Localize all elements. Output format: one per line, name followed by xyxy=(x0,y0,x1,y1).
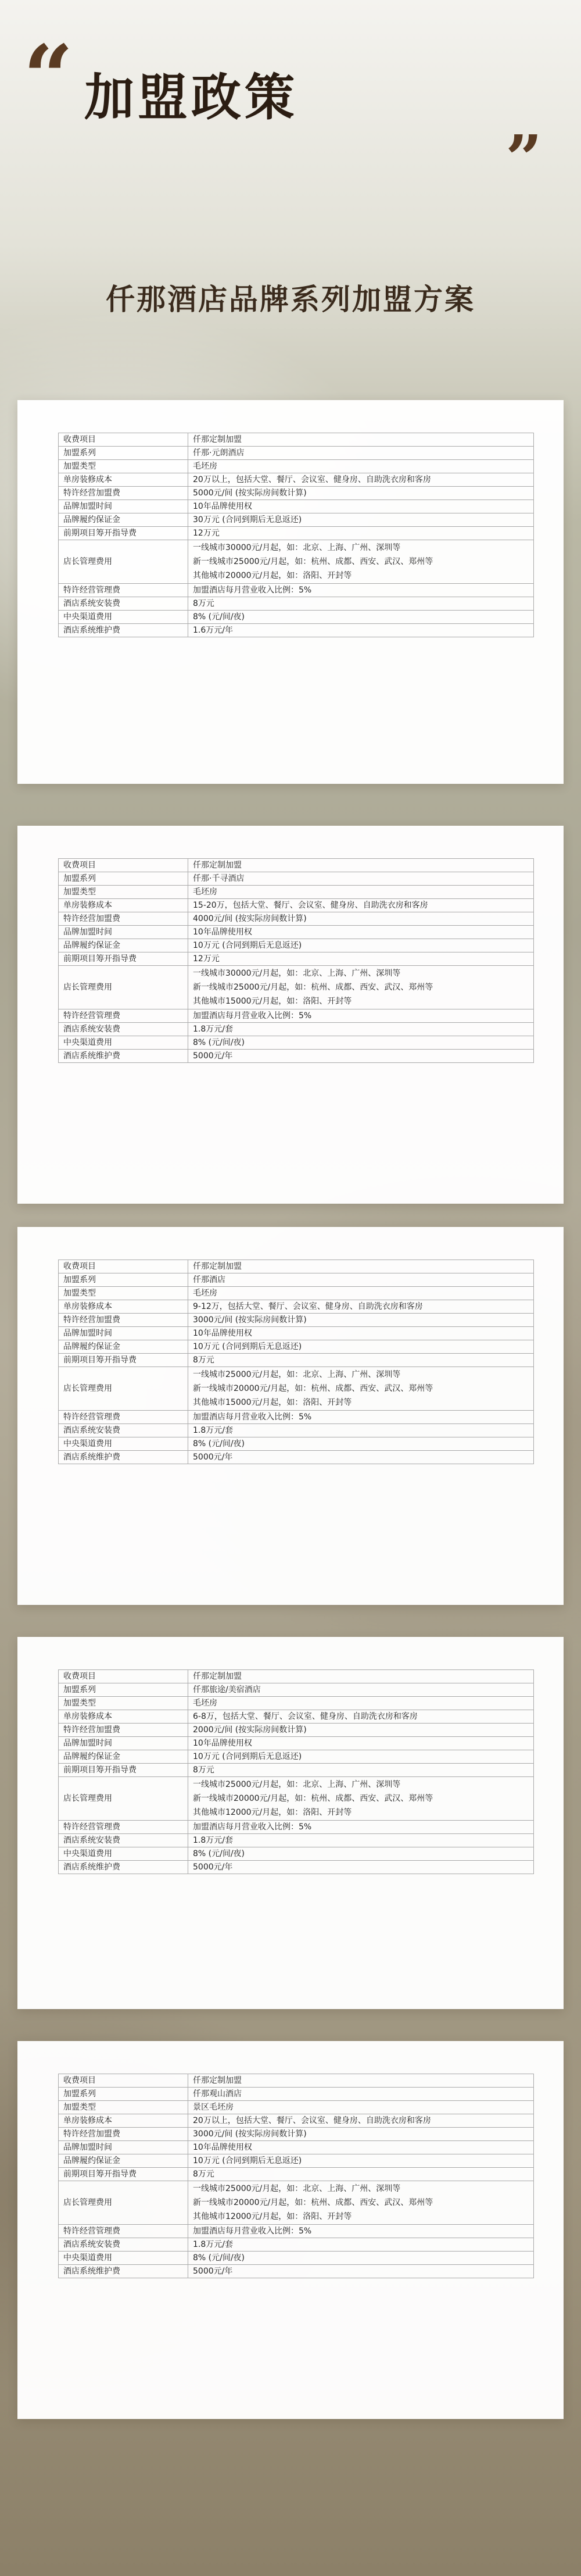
fee-item-label: 店长管理费用 xyxy=(59,1367,188,1411)
fee-item-value: 1.6万元/年 xyxy=(188,624,534,637)
plan-table xyxy=(58,1260,534,1464)
table-row xyxy=(59,1710,534,1724)
fee-value-line: 一线城市30000元/月起，如：北京、上海、广州、深圳等 xyxy=(193,969,401,978)
table-row xyxy=(59,1821,534,1834)
fee-item-value: 仟那·元朗酒店 xyxy=(188,447,534,460)
table-row xyxy=(59,1777,534,1821)
table-row xyxy=(59,886,534,899)
fee-item-value: 加盟酒店每月营业收入比例：5% xyxy=(188,1411,534,1424)
table-row xyxy=(59,1314,534,1327)
fee-item-value: 仟那酒店 xyxy=(188,1273,534,1287)
fee-item-value: 8% (元/间/夜) xyxy=(188,611,534,624)
fee-item-label: 特许经营加盟费 xyxy=(59,2128,188,2141)
page-header xyxy=(0,0,581,196)
table-row xyxy=(59,1009,534,1023)
fee-item-label: 单房装修成本 xyxy=(59,473,188,487)
fee-item-value-multiline xyxy=(188,2181,534,2225)
fee-item-label: 酒店系统维护费 xyxy=(59,2265,188,2278)
fee-item-label: 酒店系统维护费 xyxy=(59,1861,188,1874)
fee-item-value: 20万以上，包括大堂、餐厅、会议室、健身房、自助洗衣房和客房 xyxy=(188,2114,534,2128)
table-row xyxy=(59,912,534,926)
fee-item-label: 品牌加盟时间 xyxy=(59,500,188,513)
fee-item-value: 1.8万元/套 xyxy=(188,1023,534,1036)
fee-value-line: 其他城市20000元/月起，如：洛阳、开封等 xyxy=(193,571,352,580)
fee-item-label: 特许经营管理费 xyxy=(59,584,188,597)
table-row xyxy=(59,2265,534,2278)
fee-item-label: 品牌履约保证金 xyxy=(59,939,188,952)
table-row xyxy=(59,2154,534,2168)
fee-item-label: 品牌加盟时间 xyxy=(59,2141,188,2154)
fee-item-label: 特许经营管理费 xyxy=(59,2225,188,2238)
table-row xyxy=(59,447,534,460)
table-row xyxy=(59,460,534,473)
table-row xyxy=(59,1737,534,1750)
fee-value-line: 其他城市12000元/月起，如：洛阳、开封等 xyxy=(193,2212,352,2221)
plan-table xyxy=(58,1669,534,1874)
fee-item-value: 12万元 xyxy=(188,952,534,966)
fee-item-label: 品牌履约保证金 xyxy=(59,513,188,527)
table-row xyxy=(59,527,534,540)
fee-item-label: 特许经营加盟费 xyxy=(59,487,188,500)
fee-item-label: 加盟系列 xyxy=(59,1273,188,1287)
fee-item-value: 15-20万，包括大堂、餐厅、会议室、健身房、自助洗衣房和客房 xyxy=(188,899,534,912)
fee-item-label: 特许经营管理费 xyxy=(59,1009,188,1023)
table-row xyxy=(59,611,534,624)
fee-item-label: 加盟类型 xyxy=(59,2101,188,2114)
fee-item-label: 酒店系统安装费 xyxy=(59,597,188,611)
table-row xyxy=(59,2101,534,2114)
fee-item-label: 中央渠道费用 xyxy=(59,1437,188,1451)
fee-item-label: 中央渠道费用 xyxy=(59,611,188,624)
fee-value-line: 其他城市15000元/月起，如：洛阳、开封等 xyxy=(193,997,352,1006)
fee-item-value: 10万元 (合同到期后无息返还) xyxy=(188,1340,534,1354)
fee-item-value: 5000元/年 xyxy=(188,1050,534,1063)
fee-item-value: 20万以上，包括大堂、餐厅、会议室、健身房、自助洗衣房和客房 xyxy=(188,473,534,487)
fee-item-label: 酒店系统维护费 xyxy=(59,624,188,637)
fee-item-value: 8% (元/间/夜) xyxy=(188,1437,534,1451)
fee-item-value: 8% (元/间/夜) xyxy=(188,1036,534,1050)
table-row xyxy=(59,1050,534,1063)
fee-item-value: 10年品牌使用权 xyxy=(188,2141,534,2154)
table-row xyxy=(59,859,534,872)
fee-item-label: 单房装修成本 xyxy=(59,1710,188,1724)
fee-item-value: 5000元/年 xyxy=(188,2265,534,2278)
fee-item-value: 30万元 (合同到期后无息返还) xyxy=(188,513,534,527)
fee-item-value: 12万元 xyxy=(188,527,534,540)
fee-item-label: 店长管理费用 xyxy=(59,966,188,1009)
quote-close-mark: ” xyxy=(505,121,536,196)
fee-item-value: 10年品牌使用权 xyxy=(188,1327,534,1340)
fee-item-value: 加盟酒店每月营业收入比例：5% xyxy=(188,584,534,597)
fee-item-label: 店长管理费用 xyxy=(59,540,188,584)
table-row xyxy=(59,1036,534,1050)
table-row xyxy=(59,1683,534,1697)
table-row xyxy=(59,1437,534,1451)
fee-item-label: 特许经营加盟费 xyxy=(59,1724,188,1737)
fee-item-label: 酒店系统维护费 xyxy=(59,1050,188,1063)
table-row xyxy=(59,1340,534,1354)
table-row xyxy=(59,1697,534,1710)
table-row xyxy=(59,1411,534,1424)
fee-value-line: 一线城市25000元/月起，如：北京、上海、广州、深圳等 xyxy=(193,2184,401,2193)
plan-table xyxy=(58,433,534,637)
fee-item-label: 前期项目筹开指导费 xyxy=(59,1354,188,1367)
fee-item-label: 品牌加盟时间 xyxy=(59,926,188,939)
fee-value-line: 一线城市30000元/月起，如：北京、上海、广州、深圳等 xyxy=(193,543,401,552)
table-row xyxy=(59,584,534,597)
fee-item-value: 10年品牌使用权 xyxy=(188,926,534,939)
fee-item-label: 收费项目 xyxy=(59,433,188,447)
table-row xyxy=(59,597,534,611)
fee-item-label: 特许经营加盟费 xyxy=(59,1314,188,1327)
table-row xyxy=(59,1023,534,1036)
fee-item-label: 特许经营管理费 xyxy=(59,1821,188,1834)
table-row xyxy=(59,2252,534,2265)
fee-item-value: 10万元 (合同到期后无息返还) xyxy=(188,2154,534,2168)
fee-item-label: 加盟类型 xyxy=(59,1697,188,1710)
table-row xyxy=(59,2114,534,2128)
fee-item-value: 仟那定制加盟 xyxy=(188,1260,534,1273)
fee-item-label: 店长管理费用 xyxy=(59,2181,188,2225)
table-row xyxy=(59,433,534,447)
fee-item-value-multiline xyxy=(188,966,534,1009)
fee-value-line: 一线城市25000元/月起，如：北京、上海、广州、深圳等 xyxy=(193,1780,401,1789)
plan-card xyxy=(17,2041,564,2419)
fee-item-value: 8万元 xyxy=(188,1354,534,1367)
fee-item-label: 收费项目 xyxy=(59,1260,188,1273)
table-row xyxy=(59,1287,534,1300)
fee-item-label: 酒店系统安装费 xyxy=(59,1424,188,1437)
table-row xyxy=(59,624,534,637)
fee-item-label: 中央渠道费用 xyxy=(59,1036,188,1050)
fee-item-value: 5000元/间 (按实际房间数计算) xyxy=(188,487,534,500)
table-row xyxy=(59,1354,534,1367)
fee-value-line: 其他城市15000元/月起，如：洛阳、开封等 xyxy=(193,1398,352,1407)
fee-item-value-multiline xyxy=(188,1367,534,1411)
fee-item-value: 加盟酒店每月营业收入比例：5% xyxy=(188,2225,534,2238)
table-row xyxy=(59,966,534,1009)
table-row xyxy=(59,2225,534,2238)
table-row xyxy=(59,2238,534,2252)
plan-table xyxy=(58,2074,534,2278)
fee-item-label: 酒店系统安装费 xyxy=(59,2238,188,2252)
table-row xyxy=(59,513,534,527)
page-subtitle: 仟那酒店品牌系列加盟方案 xyxy=(106,283,475,316)
table-row xyxy=(59,1367,534,1411)
fee-item-value: 1.8万元/套 xyxy=(188,1424,534,1437)
fee-item-label: 特许经营加盟费 xyxy=(59,912,188,926)
table-row xyxy=(59,1670,534,1683)
fee-item-label: 加盟系列 xyxy=(59,1683,188,1697)
fee-item-value: 8% (元/间/夜) xyxy=(188,1847,534,1861)
fee-item-value: 仟那定制加盟 xyxy=(188,859,534,872)
page-title: 加盟政策 xyxy=(84,69,298,127)
fee-value-line: 新一线城市25000元/月起，如：杭州、成都、西安、武汉、郑州等 xyxy=(193,557,433,566)
fee-value-line: 新一线城市20000元/月起，如：杭州、成都、西安、武汉、郑州等 xyxy=(193,1794,433,1803)
fee-item-label: 单房装修成本 xyxy=(59,2114,188,2128)
fee-item-label: 前期项目筹开指导费 xyxy=(59,952,188,966)
fee-item-label: 前期项目筹开指导费 xyxy=(59,1764,188,1777)
plan-card xyxy=(17,826,564,1204)
fee-item-value: 2000元/间 (按实际房间数计算) xyxy=(188,1724,534,1737)
table-row xyxy=(59,487,534,500)
table-row xyxy=(59,1260,534,1273)
fee-item-value: 6-8万，包括大堂、餐厅、会议室、健身房、自助洗衣房和客房 xyxy=(188,1710,534,1724)
table-row xyxy=(59,500,534,513)
fee-item-value: 5000元/年 xyxy=(188,1451,534,1464)
fee-item-value: 仟那·千寻酒店 xyxy=(188,872,534,886)
fee-item-value: 3000元/间 (按实际房间数计算) xyxy=(188,1314,534,1327)
table-row xyxy=(59,939,534,952)
plan-card xyxy=(17,1637,564,2009)
fee-item-label: 前期项目筹开指导费 xyxy=(59,527,188,540)
plan-card xyxy=(17,1227,564,1605)
fee-item-label: 店长管理费用 xyxy=(59,1777,188,1821)
table-row xyxy=(59,1273,534,1287)
fee-item-label: 中央渠道费用 xyxy=(59,1847,188,1861)
table-row xyxy=(59,872,534,886)
fee-item-value: 10万元 (合同到期后无息返还) xyxy=(188,939,534,952)
fee-value-line: 其他城市12000元/月起，如：洛阳、开封等 xyxy=(193,1808,352,1817)
fee-item-value: 4000元/间 (按实际房间数计算) xyxy=(188,912,534,926)
fee-item-value: 8万元 xyxy=(188,1764,534,1777)
fee-value-line: 新一线城市20000元/月起，如：杭州、成都、西安、武汉、郑州等 xyxy=(193,2198,433,2207)
fee-item-value: 仟那定制加盟 xyxy=(188,433,534,447)
quote-open-mark: “ xyxy=(23,26,63,129)
table-row xyxy=(59,1724,534,1737)
table-row xyxy=(59,1451,534,1464)
fee-item-value: 加盟酒店每月营业收入比例：5% xyxy=(188,1009,534,1023)
table-row xyxy=(59,1327,534,1340)
fee-item-label: 品牌履约保证金 xyxy=(59,2154,188,2168)
fee-item-value-multiline xyxy=(188,540,534,584)
fee-item-label: 品牌加盟时间 xyxy=(59,1327,188,1340)
table-row xyxy=(59,899,534,912)
fee-item-value: 毛坯房 xyxy=(188,1697,534,1710)
table-row xyxy=(59,926,534,939)
table-row xyxy=(59,952,534,966)
fee-item-label: 酒店系统安装费 xyxy=(59,1834,188,1847)
fee-item-value: 仟那观山酒店 xyxy=(188,2088,534,2101)
table-row xyxy=(59,2168,534,2181)
fee-item-value: 8% (元/间/夜) xyxy=(188,2252,534,2265)
fee-item-label: 加盟类型 xyxy=(59,460,188,473)
fee-item-value: 景区毛坯房 xyxy=(188,2101,534,2114)
fee-item-label: 加盟类型 xyxy=(59,886,188,899)
fee-item-label: 加盟系列 xyxy=(59,447,188,460)
fee-item-value: 毛坯房 xyxy=(188,460,534,473)
fee-item-value: 10年品牌使用权 xyxy=(188,1737,534,1750)
fee-item-label: 中央渠道费用 xyxy=(59,2252,188,2265)
fee-item-label: 品牌加盟时间 xyxy=(59,1737,188,1750)
plan-card xyxy=(17,400,564,784)
table-row xyxy=(59,2141,534,2154)
fee-item-label: 收费项目 xyxy=(59,1670,188,1683)
fee-item-label: 品牌履约保证金 xyxy=(59,1750,188,1764)
fee-item-value: 10年品牌使用权 xyxy=(188,500,534,513)
fee-value-line: 新一线城市20000元/月起，如：杭州、成都、西安、武汉、郑州等 xyxy=(193,1384,433,1393)
fee-item-label: 特许经营管理费 xyxy=(59,1411,188,1424)
table-row xyxy=(59,1834,534,1847)
fee-item-value: 1.8万元/套 xyxy=(188,2238,534,2252)
fee-item-value-multiline xyxy=(188,1777,534,1821)
fee-item-label: 单房装修成本 xyxy=(59,899,188,912)
table-row xyxy=(59,1764,534,1777)
fee-value-line: 新一线城市25000元/月起，如：杭州、成都、西安、武汉、郑州等 xyxy=(193,983,433,992)
fee-item-value: 仟那定制加盟 xyxy=(188,1670,534,1683)
fee-item-value: 10万元 (合同到期后无息返还) xyxy=(188,1750,534,1764)
fee-item-value: 毛坯房 xyxy=(188,1287,534,1300)
table-row xyxy=(59,1847,534,1861)
table-row xyxy=(59,2128,534,2141)
fee-item-value: 8万元 xyxy=(188,597,534,611)
fee-item-label: 酒店系统安装费 xyxy=(59,1023,188,1036)
table-row xyxy=(59,473,534,487)
fee-item-value: 仟那定制加盟 xyxy=(188,2074,534,2088)
fee-item-value: 3000元/间 (按实际房间数计算) xyxy=(188,2128,534,2141)
fee-item-label: 收费项目 xyxy=(59,859,188,872)
fee-item-label: 收费项目 xyxy=(59,2074,188,2088)
table-row xyxy=(59,2074,534,2088)
fee-item-label: 品牌履约保证金 xyxy=(59,1340,188,1354)
fee-item-value: 加盟酒店每月营业收入比例：5% xyxy=(188,1821,534,1834)
fee-item-value: 8万元 xyxy=(188,2168,534,2181)
fee-item-value: 9-12万，包括大堂、餐厅、会议室、健身房、自助洗衣房和客房 xyxy=(188,1300,534,1314)
table-row xyxy=(59,1861,534,1874)
fee-item-label: 单房装修成本 xyxy=(59,1300,188,1314)
table-row xyxy=(59,1300,534,1314)
fee-item-label: 加盟系列 xyxy=(59,2088,188,2101)
fee-item-value: 5000元/年 xyxy=(188,1861,534,1874)
fee-item-label: 前期项目筹开指导费 xyxy=(59,2168,188,2181)
fee-item-value: 1.8万元/套 xyxy=(188,1834,534,1847)
table-row xyxy=(59,1424,534,1437)
fee-item-label: 酒店系统维护费 xyxy=(59,1451,188,1464)
fee-item-label: 加盟类型 xyxy=(59,1287,188,1300)
table-row xyxy=(59,1750,534,1764)
fee-item-value: 仟那旅途/美宿酒店 xyxy=(188,1683,534,1697)
fee-item-value: 毛坯房 xyxy=(188,886,534,899)
fee-item-label: 加盟系列 xyxy=(59,872,188,886)
table-row xyxy=(59,2088,534,2101)
fee-value-line: 一线城市25000元/月起，如：北京、上海、广州、深圳等 xyxy=(193,1370,401,1379)
table-row xyxy=(59,2181,534,2225)
table-row xyxy=(59,540,534,584)
plan-table xyxy=(58,858,534,1063)
